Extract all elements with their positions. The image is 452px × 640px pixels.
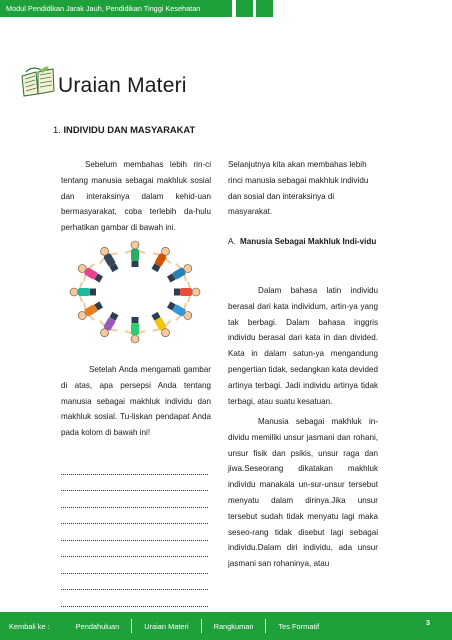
- answer-line[interactable]: [61, 541, 208, 558]
- footer-link-rangkuman[interactable]: Rangkuman: [213, 621, 254, 631]
- answer-line[interactable]: [61, 491, 208, 508]
- subheading-number: 1.: [53, 124, 61, 135]
- definition-paragraph: Dalam bahasa latin individu berasal dari kata individum, artin-ya yang tak berbagi. Dalam bahasa inggris individu berasal dari kata in dan divided. Kata in dalam satun-ya mengandung pengertian tidak, sedangkan kata devided artinya terbagi. Jadi individu artinya tidak terbagi, atau suatu kesatuan.: [228, 286, 378, 406]
- answer-box[interactable]: [61, 458, 208, 607]
- reflection-paragraph: Setelah Anda mengamati gambar di atas, apa persepsi Anda tentang manusia sebagai makhluk individu dan makhluk sosial. Tu-liskan pendapat Anda pada kolom di bawah ini!: [61, 365, 211, 438]
- footer-link-tes-formatif[interactable]: Tes Formatif: [278, 621, 320, 631]
- header-square: [236, 0, 253, 17]
- footer-label: Kembali ke :: [9, 621, 50, 631]
- intro-paragraph: Sebelum membahas lebih rin-ci tentang manusia sebagai makhluk sosial dan interaksinya dalam kehid-uan bermasyarakat, coba terlebih da-hulu perhatikan gambar di bawah ini.: [61, 160, 211, 233]
- header-text: Modul Pendidikan Jarak Jauh, Pendidikan Tinggi Kesehatan: [6, 4, 201, 13]
- person-figure: [94, 243, 124, 276]
- people-circle-illustration: [60, 238, 210, 346]
- person-figure: [125, 317, 145, 343]
- person-figure: [174, 282, 200, 302]
- answer-line[interactable]: [61, 574, 208, 591]
- subheading: [53, 124, 195, 135]
- subheading-title: INDIVIDU DAN MASYARAKAT: [63, 124, 196, 135]
- answer-line[interactable]: [61, 475, 208, 492]
- person-figure: [94, 309, 124, 342]
- answer-line[interactable]: [61, 557, 208, 574]
- subsection-title: Manusia Sebagai Makhluk Indi-vidu: [240, 237, 377, 246]
- footer-bar: [0, 612, 452, 640]
- header-bar: [0, 0, 232, 17]
- person-figure: [146, 309, 176, 342]
- answer-line[interactable]: [61, 508, 208, 525]
- answer-line[interactable]: [61, 590, 208, 607]
- footer-link-uraian-materi[interactable]: Uraian Materi: [144, 621, 189, 631]
- subsection-letter: A.: [228, 237, 236, 246]
- person-figure: [125, 241, 145, 267]
- answer-line[interactable]: [61, 524, 208, 541]
- answer-line[interactable]: [61, 458, 208, 475]
- section-heading: [20, 66, 250, 102]
- page-number: 3: [425, 618, 430, 627]
- right-intro-paragraph: Selanjutnya kita akan membahas lebih rinci manusia sebagai makhluk individu dan sosial dan interaksinya di masyarakat.: [228, 160, 369, 217]
- individual-paragraph: Manusia sebagai makhluk in-dividu memiliki unsur jasmani dan rohani, unsur fisik dan psikis, unsur raga dan jiwa.Seseorang dikatakan makhluk individu manakala un-sur-unsur tersebut menyatu dalam dirinya.Jika unsur tersebut sudah tidak menyatu lagi maka seseo-rang tidak disebut lagi sebagai individu.Dalam diri individu, ada unsur jasmani san rohaninya, atau: [228, 417, 378, 569]
- header-square: [256, 0, 273, 17]
- section-title: Uraian Materi: [58, 74, 187, 97]
- subsection-heading: [228, 234, 378, 250]
- person-figure: [146, 243, 176, 276]
- footer-link-pendahuluan[interactable]: Pendahuluan: [75, 621, 120, 631]
- book-icon: [20, 66, 56, 98]
- person-figure: [70, 282, 96, 302]
